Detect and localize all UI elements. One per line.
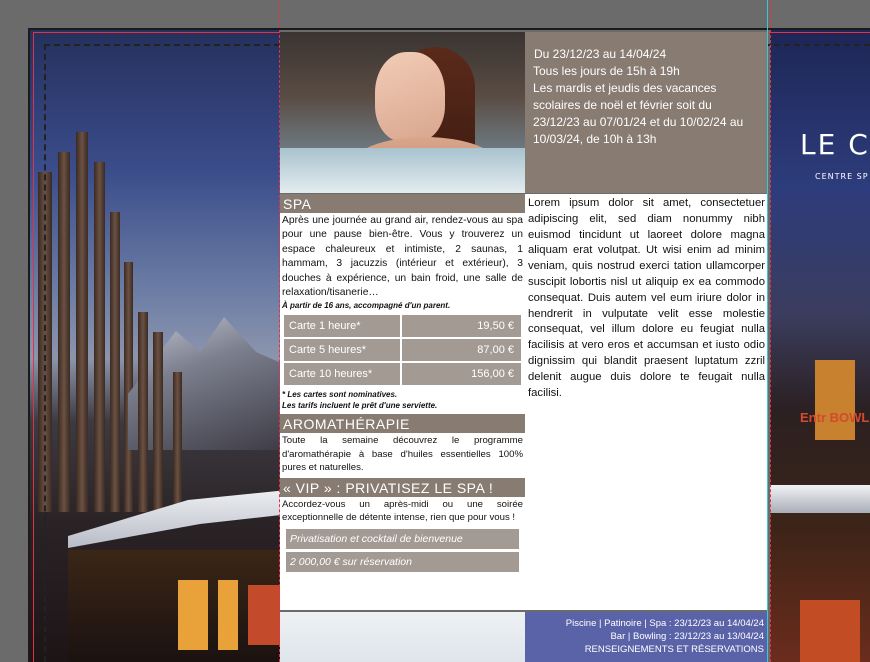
column-guide	[767, 0, 768, 662]
dates-line: Du 23/12/23 au 14/04/24	[534, 47, 667, 61]
price-label: Carte 10 heures*	[284, 363, 400, 385]
towel-note: Les tarifs incluent le prêt d'une serviette.	[282, 401, 438, 411]
vip-heading: « VIP » : PRIVATISEZ LE SPA !	[280, 478, 525, 497]
spa-body: Après une journée au grand air, rendez-vous au spa pour une pause bien-être. Vous y trouverez un espace chaleureux et intimiste, 2 saunas, 1 hammam, 3 jacuzzis (intérieur et extérieur), 3 douches à expérience, un bain froid, une salle de relaxation/tisanerie…	[282, 215, 523, 299]
vip-body: Accordez-vous un après-midi ou une soirée exceptionnelle de détente intense, rien que pour vous !	[282, 498, 523, 524]
price-value: 19,50 €	[402, 315, 521, 337]
price-label: Carte 5 heures*	[284, 339, 400, 361]
left-column	[280, 194, 525, 610]
info-line: Bar | Bowling : 23/12/23 au 13/04/24	[610, 631, 764, 642]
column-guide	[279, 0, 281, 662]
face	[375, 52, 445, 142]
aroma-body: Toute la semaine découvrez le programme d'aromathérapie à base d'huiles essentielles 100% pures et naturelles.	[282, 435, 523, 474]
price-table	[280, 315, 525, 385]
price-row	[284, 339, 521, 361]
price-value: 156,00 €	[402, 363, 521, 385]
map-image	[280, 612, 525, 662]
age-note: À partir de 16 ans, accompagné d'un parent.	[282, 301, 451, 311]
vip-price-row: 2 000,00 € sur réservation	[286, 552, 519, 572]
info-line: Piscine | Patinoire | Spa : 23/12/23 au 14/04/24	[565, 618, 764, 629]
water	[280, 148, 525, 193]
spa-heading: SPA	[280, 194, 525, 213]
info-strip	[525, 612, 767, 662]
dates-line: Tous les jours de 15h à 19h	[533, 64, 680, 78]
logo-text: LE C	[800, 128, 870, 161]
dates-line: Les mardis et jeudis des vacances scolaires de noël et février soit du 23/12/23 au 07/01/24 et du 10/02/24 au 10/03/24, de 10h à 13h	[533, 81, 744, 146]
lorem-text: Lorem ipsum dolor sit amet, consectetuer adipiscing elit, sed diam nonummy nibh euismod tincidunt ut laoreet dolore magna aliquam erat volutpat. Ut wisi enim ad minim veniam, quis nostrud exerci tation ullamcorper suscipit lobortis nisl ut aliquip ex ea commodo consequat. Duis autem vel eum iriure dolor in hendrerit in vulputate velit esse molestie consequat, vel illum dolore eu feugiat nulla facilisis at vero eros et accumsan et iusto odio dignissim qui blandit praesent luptatum zzril delenit augue duis dolore te feugait nulla facilisi.	[525, 194, 767, 610]
price-label: Carte 1 heure*	[284, 315, 400, 337]
price-row	[284, 315, 521, 337]
cards-note: * Les cartes sont nominatives.	[282, 390, 398, 400]
aroma-heading: AROMATHÉRAPIE	[280, 414, 525, 433]
logo-subtitle: CENTRE SP	[815, 172, 869, 181]
spa-photo	[280, 32, 525, 193]
price-row	[284, 363, 521, 385]
dates-box	[525, 32, 767, 193]
column-guide	[770, 0, 772, 662]
info-line: RENSEIGNEMENTS ET RÉSERVATIONS	[584, 644, 764, 655]
bowling-sign: Entr BOWL	[800, 410, 870, 425]
price-value: 87,00 €	[402, 339, 521, 361]
vip-offer-row: Privatisation et cocktail de bienvenue	[286, 529, 519, 549]
